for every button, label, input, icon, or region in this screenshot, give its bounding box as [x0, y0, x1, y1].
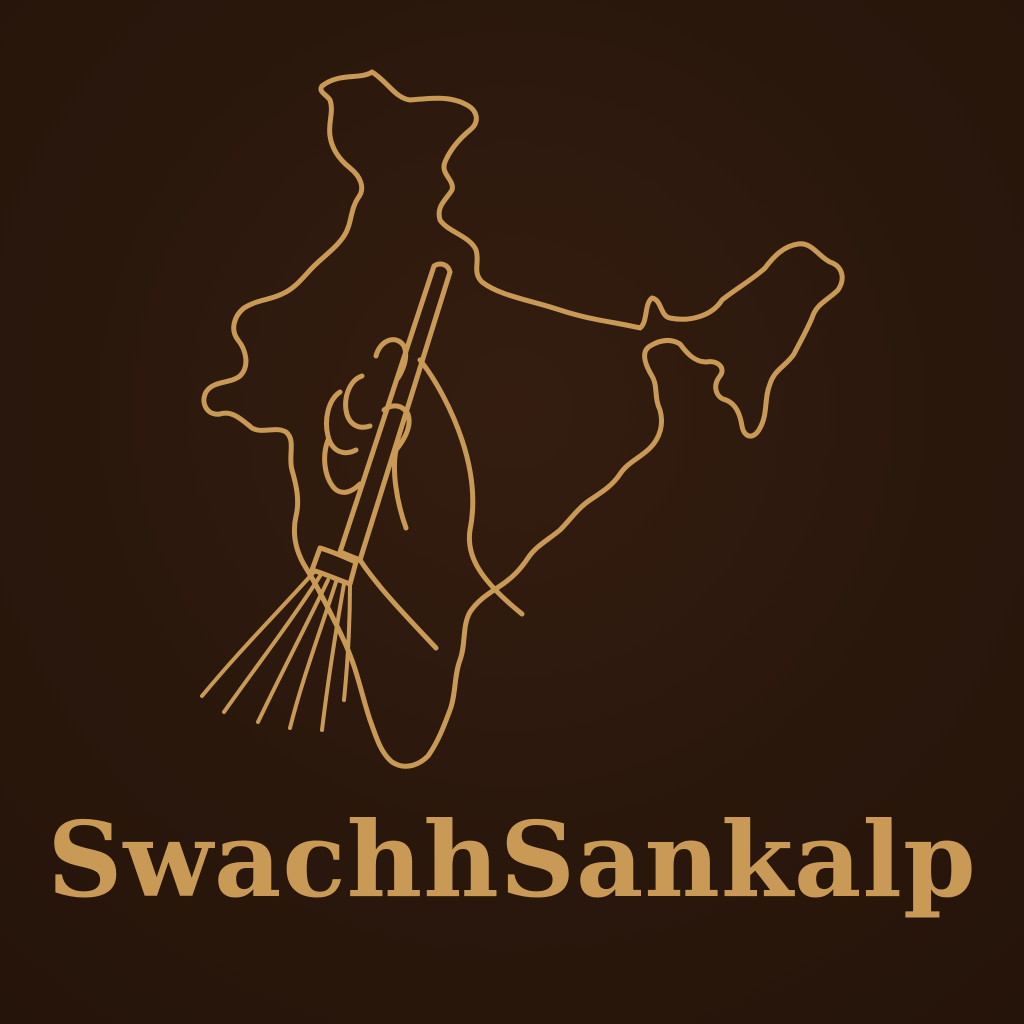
hand-holding-broom-icon: [325, 340, 522, 648]
india-map-outline-icon: [204, 72, 842, 766]
brand-wordmark: SwachhSankalp: [47, 798, 977, 921]
broom-handle-icon: [340, 264, 450, 560]
broom-bristles-icon: [202, 572, 350, 730]
